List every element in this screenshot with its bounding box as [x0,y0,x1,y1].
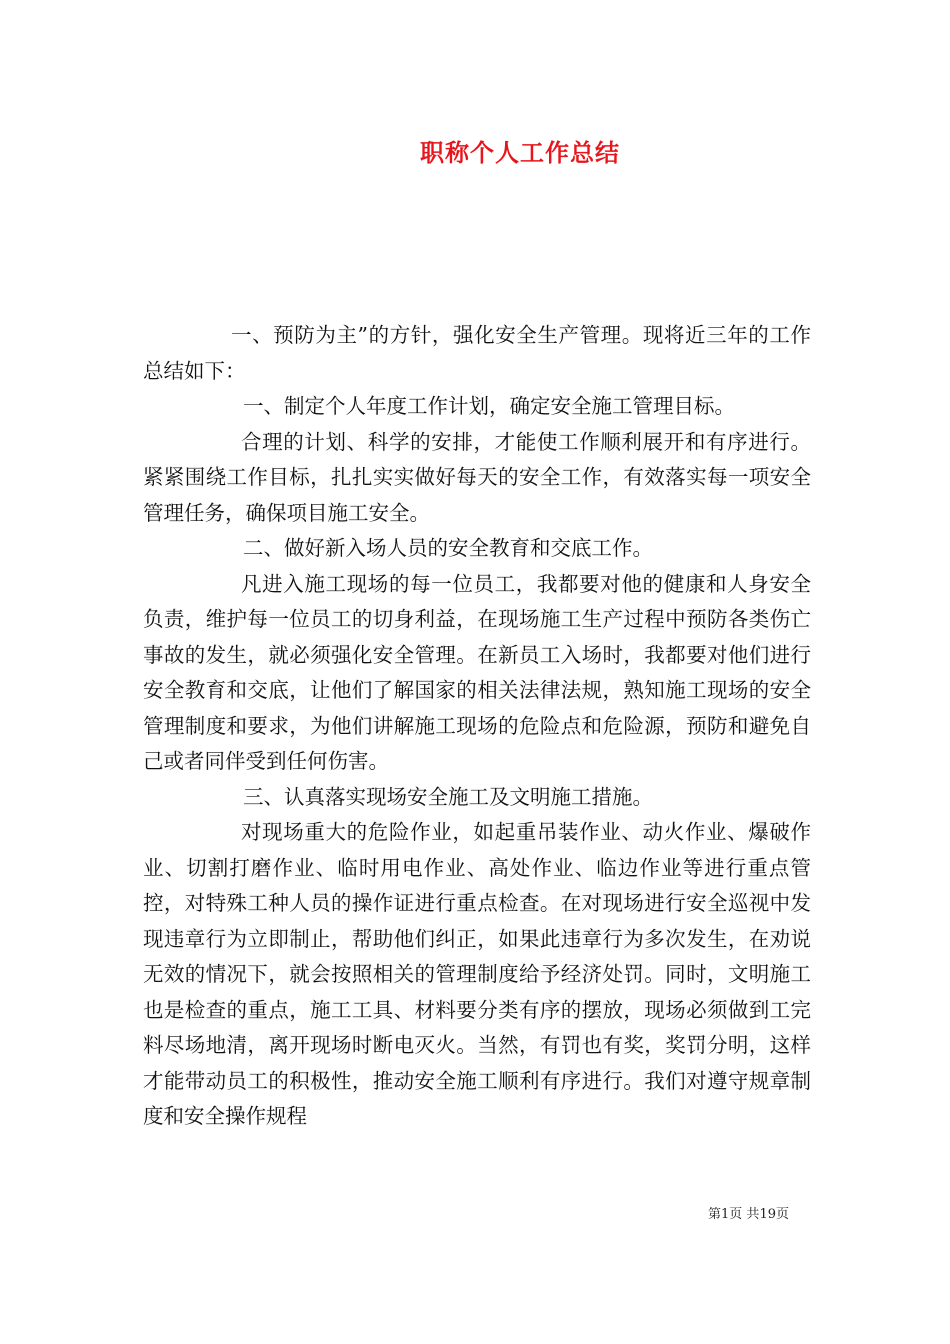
footer-prefix: 第 [708,1207,722,1222]
intro-paragraph: 一、预防为主”的方针，强化安全生产管理。现将近三年的工作总结如下： [143,323,811,383]
document-body [143,318,811,1135]
section-heading-1: 一、制定个人年度工作计划，确定安全施工管理目标。 [243,394,735,418]
section-heading-2: 二、做好新入场人员的安全教育和交底工作。 [243,536,653,560]
section-heading-3: 三、认真落实现场安全施工及文明施工措施。 [243,784,653,809]
section-body-1: 合理的计划、科学的安排，才能使工作顺利展开和有序进行。紧紧围绕工作目标，扎扎实实做好每天的安全工作，有效落实每一项安全管理任务，确保项目施工安全。 [143,429,811,525]
footer-total-pages: 19 [759,1207,776,1222]
document-title: 职称个人工作总结 [420,138,620,167]
section-body-2: 凡进入施工现场的每一位员工，我都要对他的健康和人身安全负责，维护每一位员工的切身利益，在现场施工生产过程中预防各类伤亡事故的发生，就必须强化安全管理。在新员工入场时，我都要对他们进行安全教育和交底，让他们了解国家的相关法律法规，熟知施工现场的安全管理制度和要求，为他们讲解施工现场的危险点和危险源，预防和避免自己或者同伴受到任何伤害。 [143,571,811,773]
footer-suffix: 页 [775,1207,789,1222]
page-number-footer [708,1203,789,1222]
footer-current-page: 1 [721,1207,730,1222]
section-body-3: 对现场重大的危险作业，如起重吊装作业、动火作业、爆破作业、切割打磨作业、临时用电作业、高处作业、临边作业等进行重点管控，对特殊工种人员的操作证进行重点检查。在对现场进行安全巡视中发现违章行为立即制止，帮助他们纠正，如果此违章行为多次发生，在劝说无效的情况下，就会按照相关的管理制度给予经济处罚。同时，文明施工也是检查的重点，施工工具、材料要分类有序的摆放，现场必须做到工完料尽场地清，离开现场时断电灭火。当然，有罚也有奖，奖罚分明，这样才能带动员工的积极性，推动安全施工顺利有序进行。我们对遵守规章制度和安全操作规程 [143,820,811,1128]
footer-middle: 页 共 [729,1207,760,1222]
